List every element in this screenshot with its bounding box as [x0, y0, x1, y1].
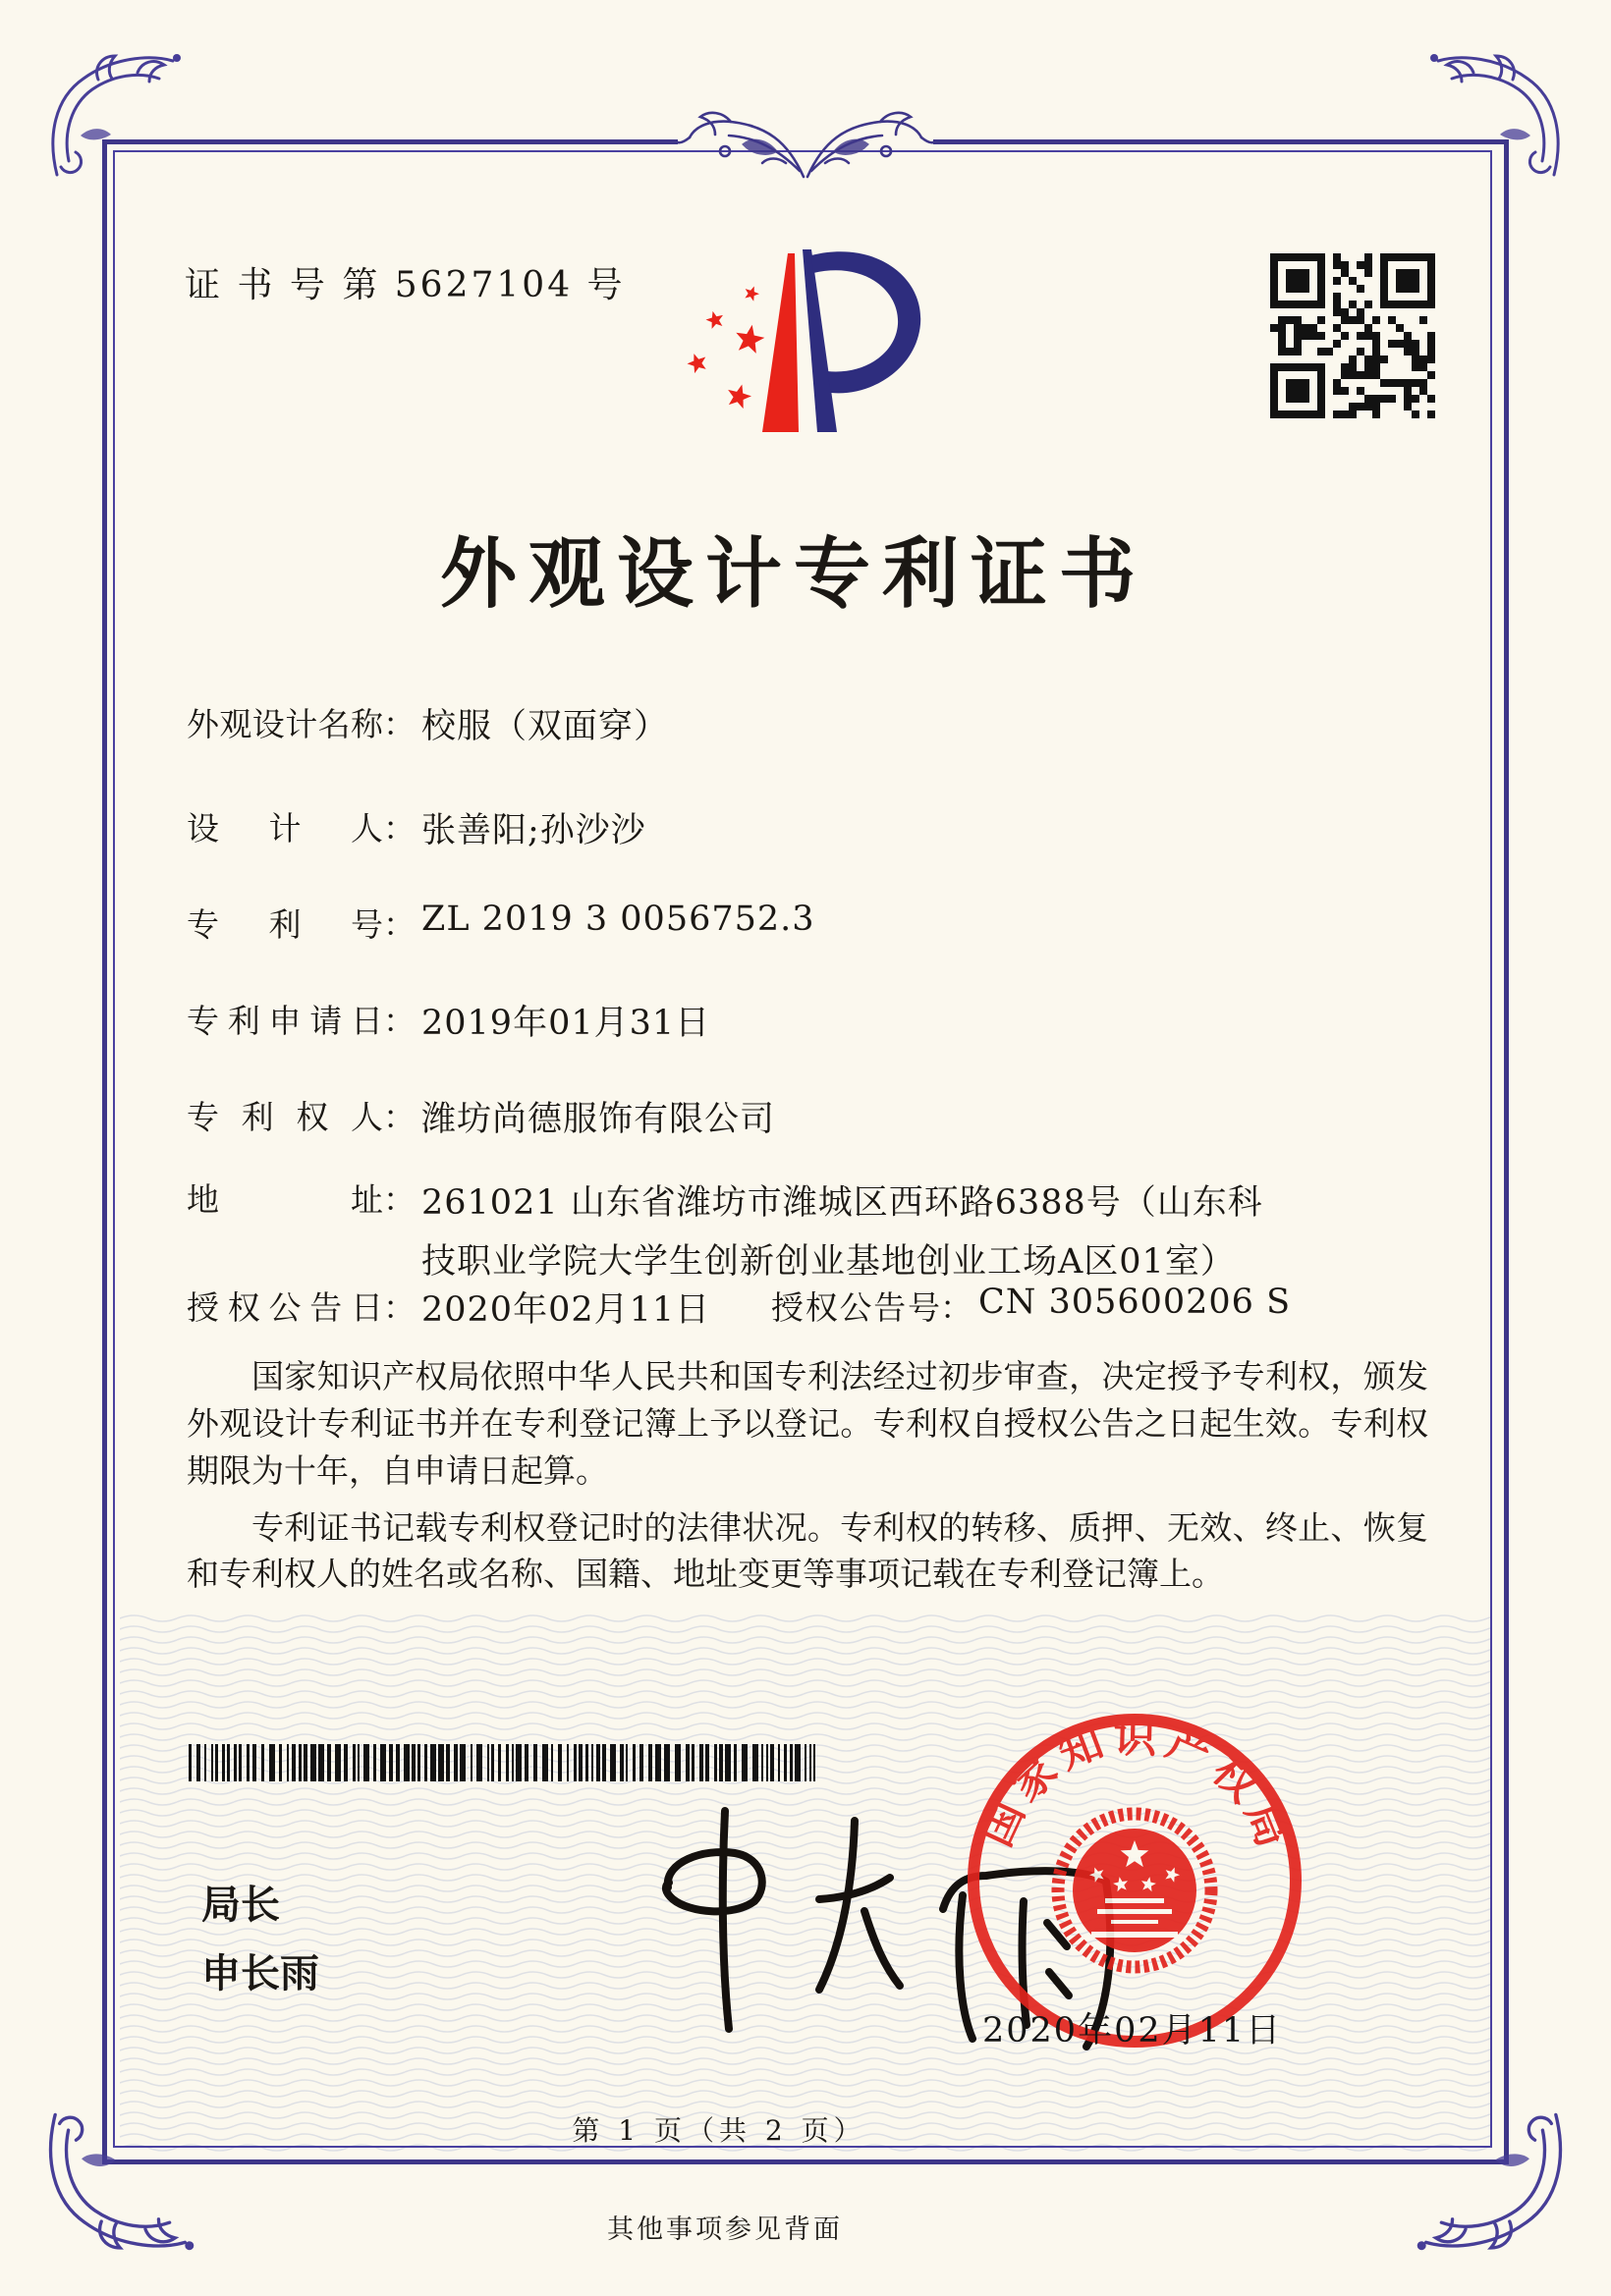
field-label: 授权公告日 [187, 1288, 383, 1327]
field-designer: 设计人： 张善阳;孙沙沙 [187, 803, 1454, 852]
certificate-title: 外观设计专利证书 [439, 529, 1147, 619]
field-value: 2020年02月11日 [421, 1290, 711, 1330]
page-number: 第 1 页（共 2 页） [572, 2114, 866, 2147]
legal-paragraph-2: 专利证书记载专利权登记时的法律状况。专利权的转移、质押、无效、终止、恢复和专利权人的姓名或名称、国籍、地址变更等事项记载在专利登记簿上。 [187, 1507, 1428, 1594]
field-value: 张善阳;孙沙沙 [421, 811, 646, 850]
field-value: CN 305600206 S [978, 1283, 1292, 1322]
national-emblem-seal-icon [962, 1708, 1307, 2053]
field-value: ZL 2019 3 0056752.3 [421, 900, 815, 939]
field-label: 地址 [187, 1180, 383, 1219]
field-address: 地址： 261021 山东省潍坊市潍城区西环路6388号（山东科技职业学院大学生创新创业基地创业工场A区01室） [187, 1175, 1454, 1291]
barcode-icon [189, 1744, 825, 1781]
field-filing-date: 专利申请日： 2019年01月31日 [187, 996, 1454, 1045]
field-value: 校服（双面穿） [421, 707, 670, 746]
border-ornament-top-right [1415, 39, 1572, 196]
national-emblem [1058, 1814, 1211, 1967]
legal-text [187, 1353, 1428, 1608]
field-value: 2019年01月31日 [421, 1004, 711, 1043]
field-patent-number: 专利号： ZL 2019 3 0056752.3 [187, 900, 815, 944]
certificate-number: 证 书 号 第 5627104 号 [185, 265, 626, 305]
field-label: 专利申请日 [187, 1002, 383, 1040]
border-ornament-top-center [678, 81, 933, 198]
field-label: 专利权人 [187, 1098, 383, 1136]
border-ornament-top-left [39, 39, 196, 196]
back-side-note: 其他事项参见背面 [607, 2214, 843, 2245]
field-value: 潍坊尚德服饰有限公司 [421, 1100, 776, 1139]
field-label: 外观设计名称 [187, 705, 383, 743]
field-design-name: 外观设计名称： 校服（双面穿） [187, 699, 1454, 748]
field-value: 261021 山东省潍坊市潍城区西环路6388号（山东科技职业学院大学生创新创业基地创业工场A区01室） [421, 1183, 1263, 1282]
seal-ring-text: 国家知识产权局 [971, 1712, 1302, 1861]
cnipa-logo-icon [664, 238, 939, 449]
field-label: 授权公告号 [771, 1288, 940, 1327]
legal-paragraph-1: 国家知识产权局依照中华人民共和国专利法经过初步审查，决定授予专利权，颁发外观设计专利证书并在专利登记簿上予以登记。专利权自授权公告之日起生效。专利权期限为十年，自申请日起算。 [187, 1357, 1428, 1490]
grant-seal-date: 2020年02月11日 [982, 2011, 1283, 2050]
field-label: 专利号 [187, 905, 383, 944]
commissioner-title: 局长 [201, 1884, 280, 1927]
field-grant-number: 授权公告号： CN 305600206 S [771, 1283, 1292, 1327]
field-grant-row: 授权公告日： 2020年02月11日 授权公告号： CN 305600206 S [187, 1283, 1292, 1330]
field-label: 设计人 [187, 809, 383, 847]
field-patentee: 专利权人： 潍坊尚德服饰有限公司 [187, 1092, 1454, 1141]
qr-code-icon [1270, 253, 1435, 418]
commissioner-name: 申长雨 [201, 1952, 319, 1995]
